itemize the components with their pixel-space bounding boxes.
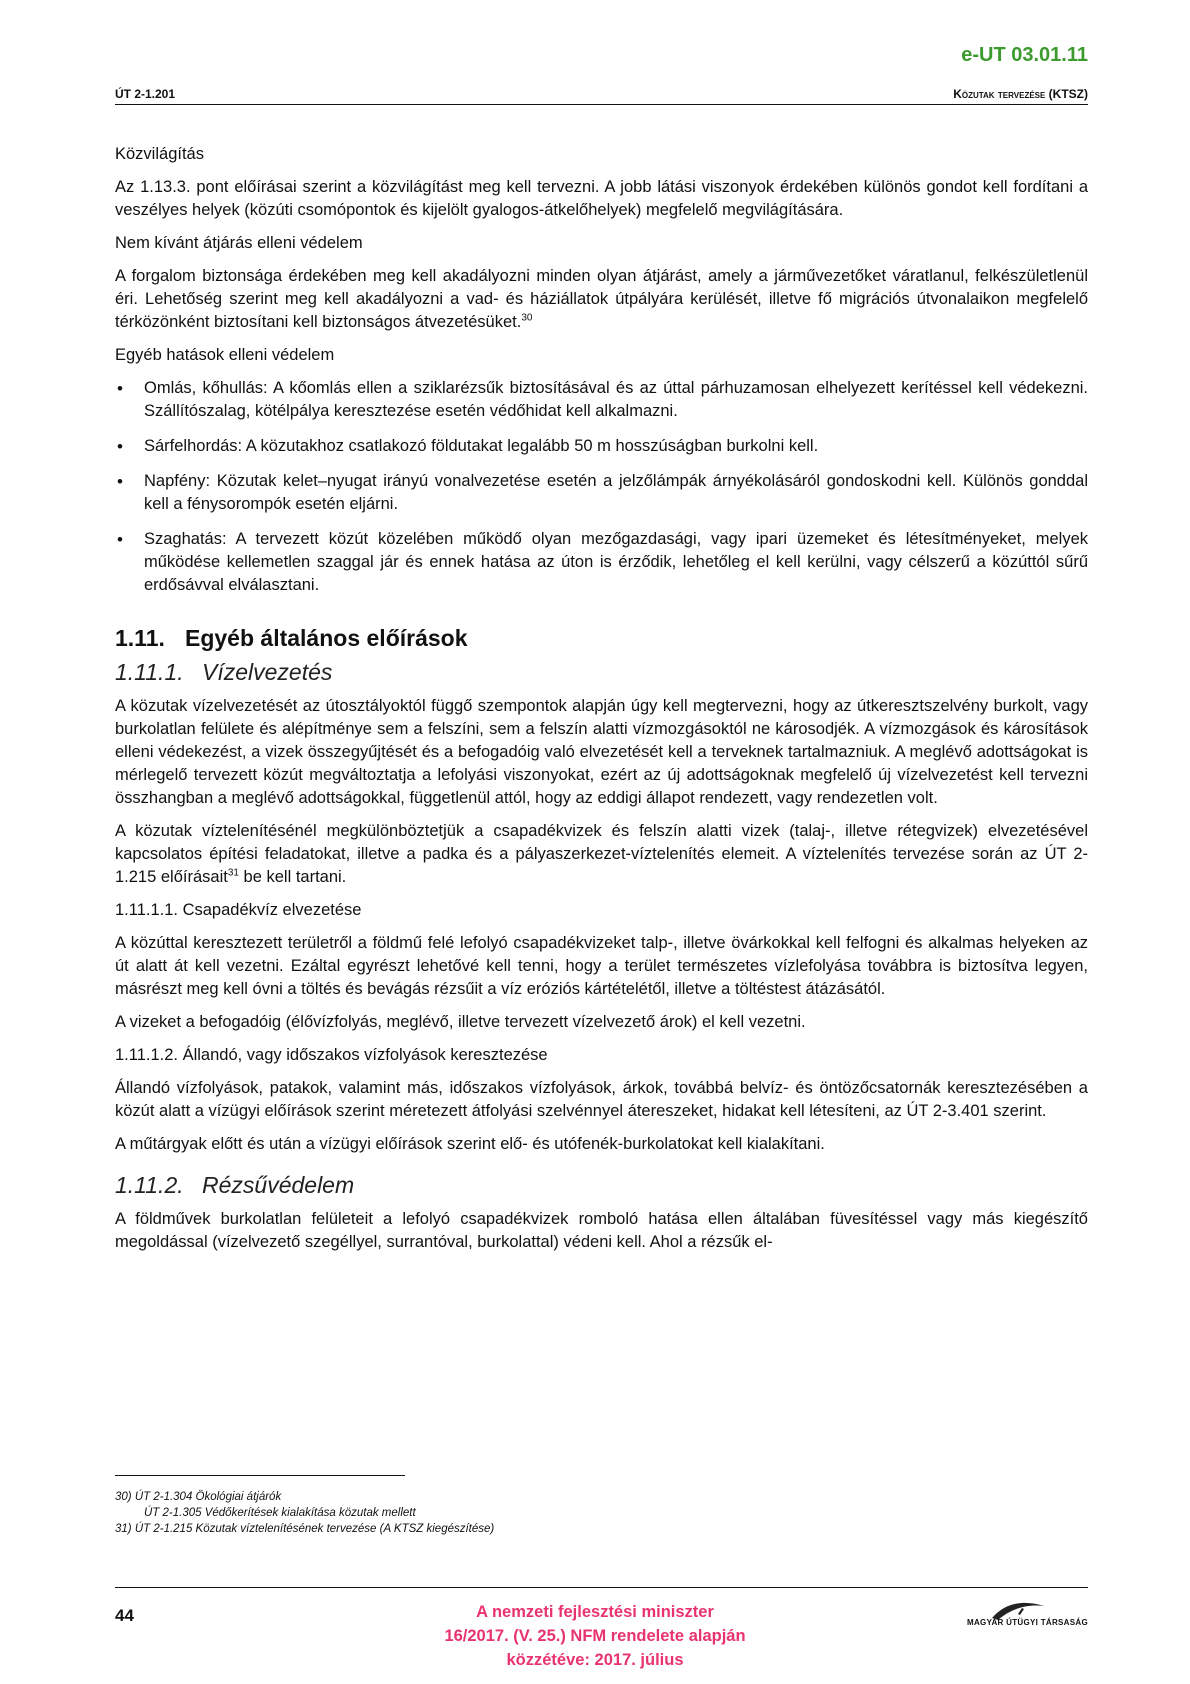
- paragraph-rainwater-1: A közúttal keresztezett területről a földmű felé lefolyó csapadékvizeket talp-, illetve övárkokkal kell felfogni és alkalmas helyeken az út alatt át kell vezetni. Ezáltal egyrészt lehetővé kell tenni, hogy a terület természetes vízlefolyása továbbra is biztosítva legyen, másrészt meg kell óvni a töltés és bevágás rézsűit a víz eróziós kártételétől, illetve a töltéstest átázásától.: [115, 934, 1088, 998]
- list-item: • Szaghatás: A tervezett közút közelében működő olyan mezőgazdasági, vagy ipari üzemeket és létesítményeket, melyek működése kellemetlen szaggal jár és ennek hatása az úton is érződik, lehetőleg el kell kerülni, vagy célszerű a közúttól sűrű erdősávval elválasztani.: [115, 528, 1088, 597]
- paragraph-drainage-1: A közutak vízelvezetését az útosztályoktól függő szempontok alapján úgy kell megtervezni, hogy az útkeresztszelvény burkolt, vagy burkolatlan felülete és alépítménye sem a felszíni, sem a felszín alatti vízmozgásoktól ne károsodjék. A vízmozgások és károsítások elleni védekezést, a vizek összegyűjtését és a befogadóig való elvezetését kell a terveknek tartalmazniuk. A meglévő adottságokat is mérlegelő tervezett közút megváltoztatja a lefolyási viszonyokat, ezért az új adottságoknak megfelelő új vízelvezetést kell tervezni összhangban a meglévő adottságokkal, függetlenül attól, hogy az eddigi állapot rendezett, vagy rendezetlen volt.: [115, 697, 1088, 807]
- header-divider: [115, 104, 1088, 105]
- header-doc-id: ÚT 2-1.201: [115, 87, 176, 101]
- footer-divider: [115, 1587, 1088, 1588]
- paragraph-public-lighting: Az 1.13.3. pont előírásai szerint a közvilágítást meg kell tervezni. A jobb látási viszonyok érdekében különös gondot kell fordítani a veszélyes helyek (közúti csomópontok és kijelölt gyalogos-átkelőhelyek) megfelelő megvilágítására.: [115, 178, 1088, 219]
- header-doc-title: Közutak tervezése (KTSZ): [953, 87, 1088, 101]
- footnote-30-continued: ÚT 2-1.305 Védőkerítések kialakítása közutak mellett: [144, 1507, 416, 1519]
- publication-notice-line: közzétéve: 2017. július: [506, 1651, 684, 1669]
- paragraph-crossing-protection: [115, 265, 1088, 334]
- paragraph-watercourses-1: Állandó vízfolyások, patakok, valamint más, időszakos vízfolyások, árkok, továbbá belvíz- és öntözőcsatornák keresztezésében a közút alatt a vízügyi előírások szerint méretezett átfolyási szelvénnyel átereszeket, hidakat kell létesíteni, az ÚT 2-3.401 szerint.: [115, 1079, 1088, 1120]
- paragraph-drainage-2-text: A közutak víztelenítésénél megkülönböztetjük a csapadékvizek és felszín alatti vizek (talaj-, illetve rétegvizek) elvezetésével kapcsolatos építési feladatokat, illetve a padka és a pályaszerkezet-víztelenítés elemeit. A víztelenítés tervezése során az ÚT 2-1.215 előírásait: [115, 822, 1088, 886]
- section-number: 1.11.: [115, 625, 165, 651]
- subsection-title: Rézsűvédelem: [202, 1172, 355, 1198]
- page-content: [115, 143, 1088, 1264]
- paragraph-rainwater-2: A vizeket a befogadóig (élővízfolyás, meglévő, illetve tervezett vízelvezető árok) el kell vezetni.: [115, 1013, 806, 1031]
- publication-notice-line: 16/2017. (V. 25.) NFM rendelete alapján: [444, 1627, 746, 1645]
- footnote-ref-30[interactable]: 30: [521, 312, 533, 324]
- other-effects-list: [115, 377, 1088, 597]
- subsubsection-heading-watercourses: 1.11.1.2. Állandó, vagy időszakos vízfolyások keresztezése: [115, 1046, 548, 1064]
- list-item: • Napfény: Közutak kelet–nyugat irányú vonalvezetése esetén a jelzőlámpák árnyékolásáról gondoskodni kell. Különös gonddal kell a fénysorompók esetén eljárni.: [115, 470, 1088, 516]
- logo-text: MAGYAR ÚTÜGYI TÁRSASÁG: [967, 1618, 1088, 1627]
- list-item: • Omlás, kőhullás: A kőomlás ellen a sziklarézsűk biztosításával és az úttal párhuzamosan elhelyezett kerítéssel kell védekezni. Szállítószalag, kötélpálya keresztezése esetén védőhidat kell alkalmazni.: [115, 377, 1088, 423]
- subsection-heading-slope-protection: [115, 1170, 1088, 1200]
- footnote-divider: [115, 1475, 405, 1476]
- subsubsection-heading-rainwater: 1.11.1.1. Csapadékvíz elvezetése: [115, 901, 362, 919]
- paragraph-slope-protection: A földművek burkolatlan felületeit a lefolyó csapadékvizek romboló hatása ellen általában füvesítéssel vagy más kiegészítő megoldással (vízelvezető szegéllyel, surrantóval, burkolattal) védeni kell. Ahol a rézsűk el-: [115, 1210, 1088, 1251]
- document-code-badge: e-UT 03.01.11: [961, 44, 1088, 66]
- subsection-title: Vízelvezetés: [202, 659, 333, 685]
- subsection-number: 1.11.1.: [115, 659, 184, 685]
- section-title: Egyéb általános előírások: [185, 625, 468, 651]
- subsection-number: 1.11.2.: [115, 1172, 184, 1198]
- footnote-ref-31[interactable]: 31: [227, 867, 239, 879]
- heading-public-lighting: Közvilágítás: [115, 145, 204, 163]
- society-logo: [928, 1598, 1088, 1638]
- publication-notice: [330, 1600, 860, 1672]
- paragraph-crossing-protection-text: A forgalom biztonsága érdekében meg kell akadályozni minden olyan átjárást, amely a járművezetőket váratlanul, felkészületlenül éri. Lehetőség szerint meg kell akadályozni a vad- és háziállatok útpályára kerülését, illetve fő migrációs útvonalaikon megfelelő térközönként biztosítani kell biztonságos átvezetésüket.: [115, 267, 1088, 331]
- section-heading: [115, 623, 1088, 653]
- footnote-31: 31) ÚT 2-1.215 Közutak víztelenítésének tervezése (A KTSZ kiegészítése): [115, 1523, 495, 1535]
- paragraph-drainage-2-tail: be kell tartani.: [238, 868, 347, 886]
- footnotes: [115, 1489, 815, 1537]
- publication-notice-line: A nemzeti fejlesztési miniszter: [476, 1603, 714, 1621]
- page-number: 44: [115, 1606, 134, 1625]
- paragraph-drainage-2: [115, 820, 1088, 889]
- heading-other-effects: Egyéb hatások elleni védelem: [115, 346, 335, 364]
- heading-crossing-protection: Nem kívánt átjárás elleni védelem: [115, 234, 363, 252]
- subsection-heading-drainage: [115, 657, 1088, 687]
- list-item: • Sárfelhordás: A közutakhoz csatlakozó földutakat legalább 50 m hosszúságban burkolni kell.: [115, 435, 1088, 458]
- paragraph-watercourses-2: A műtárgyak előtt és után a vízügyi előírások szerint elő- és utófenék-burkolatokat kell kialakítani.: [115, 1135, 825, 1153]
- footnote-30: 30) ÚT 2-1.304 Ökológiai átjárók: [115, 1491, 282, 1503]
